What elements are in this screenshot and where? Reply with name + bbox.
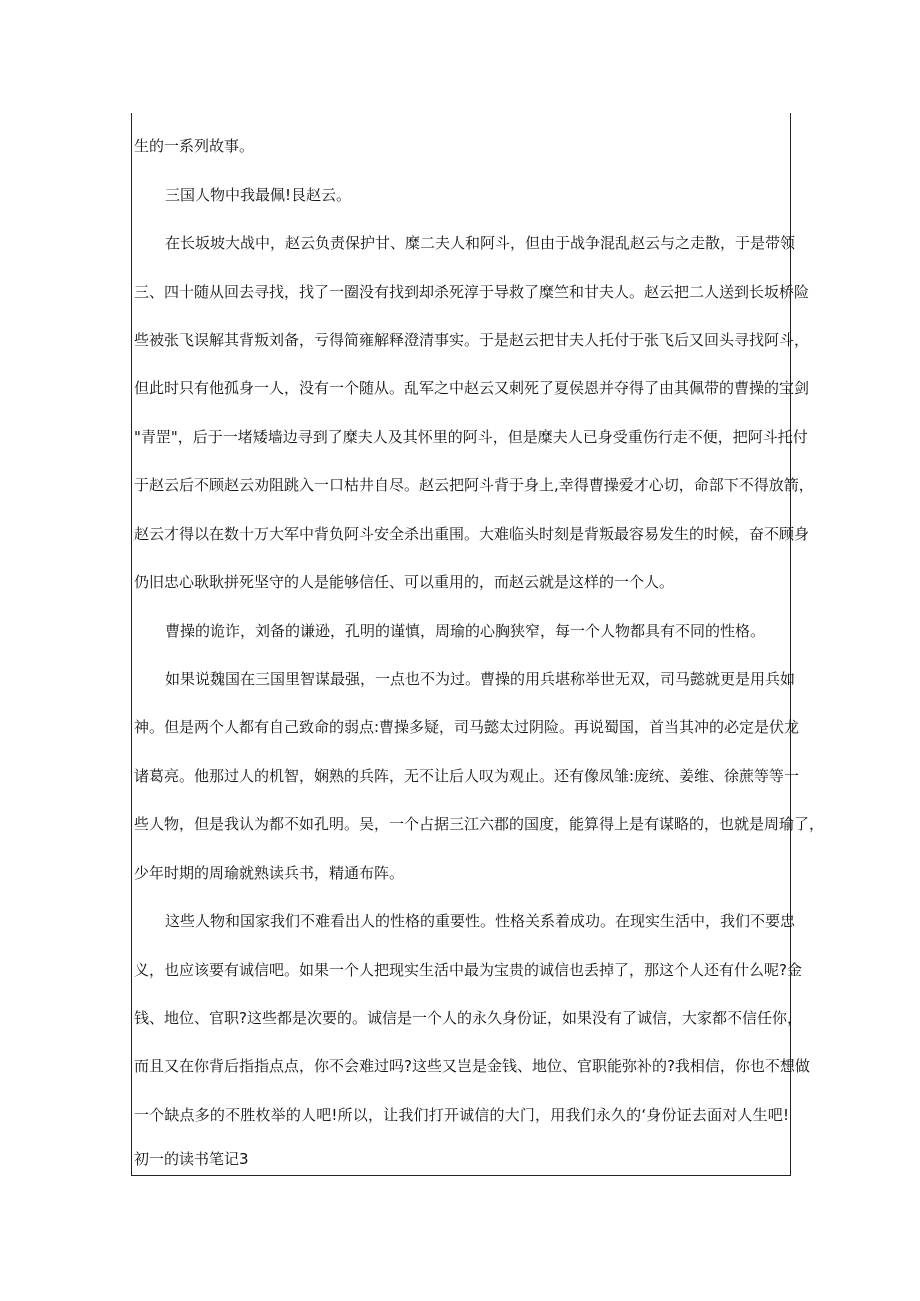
text-line-9: 赵云才得以在数十万大军中背负阿斗安全杀出重围。大难临头时刻是背叛最容易发生的时候，奋不顾身: [134, 525, 810, 543]
text-line-14: 诸葛亮。他那过人的机智，娴熟的兵阵，无不让后人叹为观止。还有像凤雏:庞统、姜维、徐蔗等等一: [134, 767, 800, 785]
text-line-8: 于赵云后不顾赵云劝阻跳入一口枯井自尽。赵云把阿斗背于身上,幸得曹操爱才心切，命部下不得放箭，: [134, 476, 814, 494]
text-line-2: 三国人物中我最佩!艮赵云。: [165, 186, 352, 204]
text-line-5: 些被张飞误解其背叛刘备，亏得简雍解释澄清事实。于是赵云把甘夫人托付于张飞后又回头寻找阿斗，: [134, 331, 810, 349]
text-line-1: 生的一系列故事。: [134, 137, 255, 155]
text-line-7: "青罡"，后于一堵矮墙边寻到了糜夫人及其怀里的阿斗，但是糜夫人已身受重伤行走不便，把阿斗托付: [134, 428, 808, 446]
text-line-12: 如果说魏国在三国里智谋最强，一点也不为过。曹操的用兵堪称举世无双，司马懿就更是用兵如: [165, 670, 796, 688]
text-line-20: 而且又在你背后指指点点，你不会难过吗?这些又岂是金钱、地位、官职能弥补的?我相信，你也不想做: [134, 1057, 810, 1075]
text-line-17: 这些人物和国家我们不难看出人的性格的重要性。性格关系着成功。在现实生活中，我们不要忠: [165, 912, 796, 930]
text-line-4: 三、四十随从回去寻找，找了一圈没有找到却杀死淳于导救了糜竺和甘夫人。赵云把二人送到长坂桥险: [134, 283, 810, 301]
text-line-21: 一个缺点多的不胜枚举的人吧!所以，让我们打开诚信的大门，用我们永久的‘身份证去面对人生吧!: [134, 1106, 789, 1124]
text-line-11: 曹操的诡诈，刘备的谦逊，孔明的谨慎，周瑜的心胸狭窄，每一个人物都具有不同的性格。: [165, 622, 766, 640]
text-line-10: 仍旧忠心耿耿拼死坚守的人是能够信任、可以重用的，而赵云就是这样的一个人。: [134, 573, 675, 591]
text-line-6: 但此时只有他孤身一人，没有一个随从。乱军之中赵云又刺死了夏侯恩并夺得了由其佩带的曹操的宝剑: [134, 379, 810, 397]
text-line-19: 钱、地位、官职?这些都是次要的。诚信是一个人的永久身份证，如果没有了诚信，大家都不信任你，: [134, 1009, 802, 1027]
text-line-16: 少年时期的周瑜就熟读兵书，精通布阵。: [134, 864, 405, 882]
text-line-18: 义，也应该要有诚信吧。如果一个人把现实生活中最为宝贵的诚信也丢掉了，那这个人还有什么呢?金: [134, 961, 802, 979]
text-line-3: 在长坂坡大战中，赵云负责保护甘、糜二夫人和阿斗，但由于战争混乱赵云与之走散，于是带领: [165, 234, 796, 252]
text-line-15: 些人物，但是我认为都不如孔明。吴，一个占据三江六郡的国度，能算得上是有谋略的，也就是周瑜了，: [134, 815, 825, 833]
section-heading: 初一的读书笔记3: [134, 1150, 249, 1168]
text-line-13: 神。但是两个人都有自己致命的弱点:曹操多疑，司马懿太过阴险。再说蜀国，首当其冲的必定是伏龙: [134, 718, 800, 736]
